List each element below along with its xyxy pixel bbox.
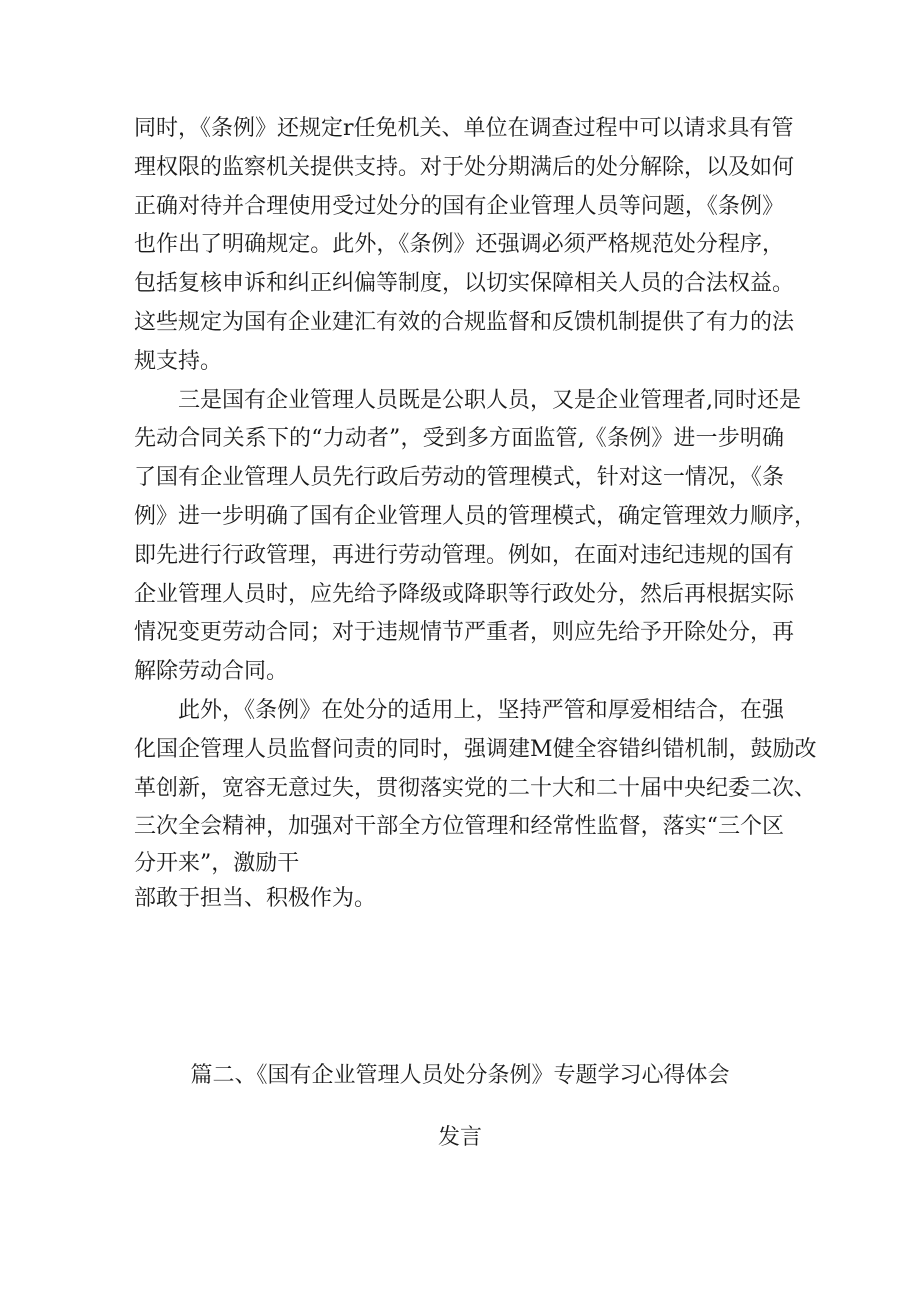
text-line: 企业管理人员时，应先给予降级或降职等行政处分，然后再根据实际 — [134, 581, 795, 607]
text-line: 理权限的监察机关提供支持。对于处分期满后的处分解除，以及如何 — [134, 154, 795, 180]
text-line: 即先进行行政管理，再进行劳动管理。例如，在面对违纪违规的国有 — [134, 542, 795, 568]
text-line: 解除劳动合同。 — [134, 659, 289, 685]
text-line: 同时，《条例》还规定r任免机关、单位在调查过程中可以请求具有管 — [134, 116, 794, 141]
text-line: 规支持。 — [134, 348, 223, 374]
body-text — [134, 110, 817, 919]
text-line: 包括复核申诉和纠正纠偏等制度，以切实保障相关人员的合法权益。 — [134, 271, 795, 297]
text-line: 先动合同关系下的“力动者”，受到多方面监管,《条例》进一步明确 — [134, 426, 784, 452]
section-heading: 篇二、《国有企业管理人员处分条例》专题学习心得体会 — [190, 1063, 730, 1088]
text-line: 例》进一步明确了国有企业管理人员的管理模式，确定管理效力顺序， — [134, 503, 817, 529]
text-line: 也作出了明确规定。此外，《条例》还强调必须严格规范处分程序， — [134, 232, 784, 258]
text-line: 正确对待并合理使用受过处分的国有企业管理人员等问题，《条例》 — [134, 193, 784, 219]
text-line: 情况变更劳动合同；对于违规情节严重者，则应先给予开除处分，再 — [134, 620, 795, 646]
text-line: 三次全会精神，加强对干部全方位管理和经常性监督，落实“三个区 — [134, 814, 784, 840]
text-line: 此外，《条例》在处分的适用上，坚持严管和厚爱相结合，在强 — [178, 697, 784, 723]
text-line: 化国企管理人员监督问责的同时，强调建M健全容错纠错机制，鼓励改 — [134, 736, 817, 762]
text-line: 革创新，宽容无意过失，贯彻落实党的二十大和二十届中央纪委二次、 — [134, 775, 817, 801]
text-line: 部敢于担当、积极作为。 — [134, 886, 377, 912]
text-line: 三是国有企业管理人员既是公职人员，又是企业管理者,同时还是 — [178, 387, 801, 413]
section-heading-continued: 发言 — [437, 1125, 482, 1150]
text-line: 了国有企业管理人员先行政后劳动的管理模式，针对这一情况，《条 — [134, 465, 784, 491]
text-line: 这些规定为国有企业建汇有效的合规监督和反馈机制提供了有力的法 — [134, 309, 795, 335]
text-line: 分开来”，激励干 — [134, 851, 300, 877]
